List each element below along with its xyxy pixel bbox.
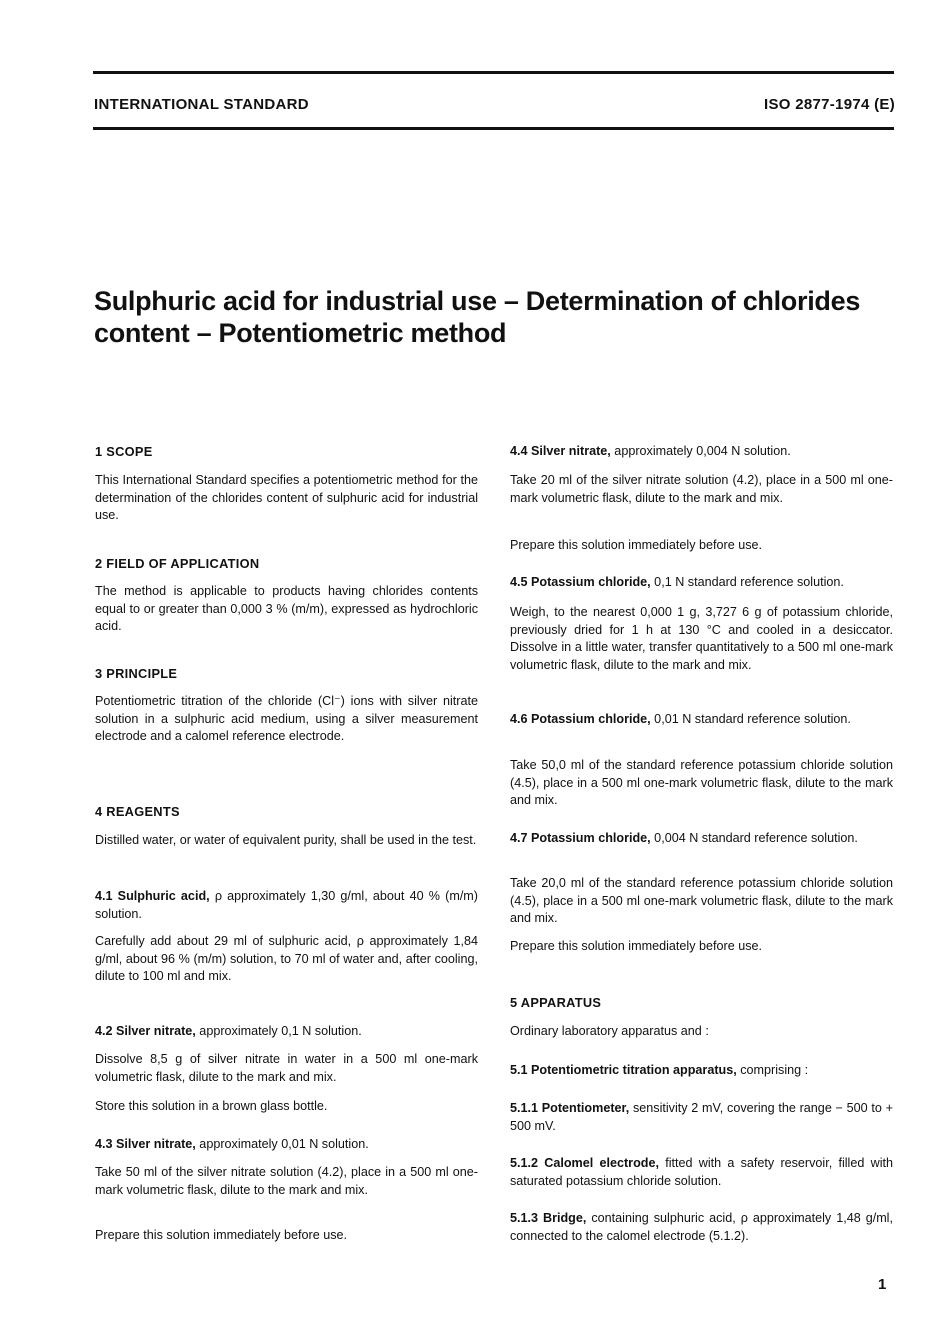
top-rule [93, 71, 894, 74]
reagent-4-3-text-2: Prepare this solution immediately before use. [95, 1228, 348, 1242]
section-4-text: Distilled water, or water of equivalent purity, shall be used in the test. [95, 833, 477, 847]
section-1-text: This International Standard specifies a potentiometric method for the determination of the chlorides content of sulphuric acid for industrial use. [95, 473, 478, 522]
reagent-4-7-title: 4.7 Potassium chloride, [510, 831, 651, 845]
apparatus-5-1-2 [510, 1155, 893, 1190]
apparatus-5-1-rest: comprising : [736, 1063, 809, 1077]
reagent-4-1-heading [95, 888, 478, 923]
reagent-4-7-heading [510, 830, 893, 848]
reagent-4-2-title: 4.2 Silver nitrate, [95, 1024, 196, 1038]
reagent-4-6-heading [510, 711, 893, 729]
title-line-2: content – Potentiometric method [94, 318, 507, 348]
reagent-4-3-rest: approximately 0,01 N solution. [195, 1137, 369, 1151]
reagent-4-3-text-1: Take 50 ml of the silver nitrate solution (4.2), place in a 500 ml one-mark volumetric flask, dilute to the mark and mix. [95, 1165, 478, 1197]
section-3-heading: 3 PRINCIPLE [95, 666, 178, 681]
reagent-4-5-text: Weigh, to the nearest 0,000 1 g, 3,727 6 g of potassium chloride, previously dried for 1 h at 130 °C and cooled in a desiccator. Dissolve in a little water, transfer quantitatively to a 500 ml one-mark volumetric flask, dilute to the mark and mix. [510, 605, 893, 672]
reagent-4-7-rest: 0,004 N standard reference solution. [650, 831, 858, 845]
section-3-text: Potentiometric titration of the chloride (Cl⁻) ions with silver nitrate solution in a sulphuric acid medium, using a silver measurement electrode and a calomel reference electrode. [95, 694, 478, 743]
apparatus-5-1-3 [510, 1210, 893, 1245]
reagent-4-7-text-2: Prepare this solution immediately before use. [510, 939, 763, 953]
reagent-4-2-heading [95, 1023, 478, 1041]
reagent-4-6-title: 4.6 Potassium chloride, [510, 712, 651, 726]
apparatus-5-1-1-title: 5.1.1 Potentiometer, [510, 1101, 630, 1115]
reagent-4-1-title: 4.1 Sulphuric acid, [95, 889, 210, 903]
header-rule [93, 127, 894, 130]
reagent-4-2-rest: approximately 0,1 N solution. [195, 1024, 362, 1038]
reagent-4-4-rest: approximately 0,004 N solution. [610, 444, 791, 458]
reagent-4-6-text: Take 50,0 ml of the standard reference potassium chloride solution (4.5), place in a 500 ml one-mark volumetric flask, dilute to the mark and mix. [510, 758, 893, 807]
section-4-heading: 4 REAGENTS [95, 804, 180, 819]
section-2-text: The method is applicable to products having chlorides contents equal to or greater than 0,000 3 % (m/m), expressed as hydrochloric acid. [95, 584, 478, 633]
reagent-4-1-text: Carefully add about 29 ml of sulphuric acid, ρ approximately 1,84 g/ml, about 96 % (m/m) solution, to 70 ml of water and, after cooling, dilute to 100 ml and mix. [95, 934, 478, 983]
reagent-4-7-text-1: Take 20,0 ml of the standard reference potassium chloride solution (4.5), place in a 500 ml one-mark volumetric flask, dilute to the mark and mix. [510, 876, 893, 925]
reagent-4-6-rest: 0,01 N standard reference solution. [650, 712, 851, 726]
apparatus-5-1-2-title: 5.1.2 Calomel electrode, [510, 1156, 659, 1170]
reagent-4-5-title: 4.5 Potassium chloride, [510, 575, 651, 589]
apparatus-5-1-3-title: 5.1.3 Bridge, [510, 1211, 587, 1225]
reagent-4-3-heading [95, 1136, 478, 1154]
reagent-4-1-rest: ρ approximately 1,30 g/ml, about 40 % (m/m) solution. [95, 889, 478, 921]
reagent-4-2-text-2: Store this solution in a brown glass bottle. [95, 1099, 328, 1113]
header-right: ISO 2877-1974 (E) [763, 96, 895, 113]
reagent-4-5-rest: 0,1 N standard reference solution. [650, 575, 844, 589]
section-2-heading: 2 FIELD OF APPLICATION [95, 556, 260, 571]
reagent-4-5-heading [510, 574, 893, 592]
apparatus-5-1-2-rest: fitted with a safety reservoir, filled with saturated potassium chloride solution. [510, 1156, 893, 1188]
title-line-1: Sulphuric acid for industrial use – Determination of chlorides [94, 286, 861, 316]
reagent-4-2-text-1: Dissolve 8,5 g of silver nitrate in water in a 500 ml one-mark volumetric flask, dilute to the mark and mix. [95, 1052, 478, 1084]
reagent-4-4-heading [510, 443, 893, 461]
document-title [94, 285, 904, 349]
page-number: 1 [878, 1276, 887, 1293]
section-5-heading: 5 APPARATUS [510, 995, 602, 1010]
apparatus-5-1-3-rest: containing sulphuric acid, ρ approximately 1,48 g/ml, connected to the calomel electrode (5.1.2). [510, 1211, 893, 1243]
apparatus-5-1-1-rest: sensitivity 2 mV, covering the range − 500 to + 500 mV. [510, 1101, 894, 1133]
apparatus-5-1-title: 5.1 Potentiometric titration apparatus, [510, 1063, 737, 1077]
reagent-4-3-title: 4.3 Silver nitrate, [95, 1137, 196, 1151]
reagent-4-4-title: 4.4 Silver nitrate, [510, 444, 611, 458]
section-5-text: Ordinary laboratory apparatus and : [510, 1024, 709, 1038]
header-left: INTERNATIONAL STANDARD [94, 96, 309, 113]
reagent-4-4-text-2: Prepare this solution immediately before use. [510, 538, 763, 552]
reagent-4-4-text-1: Take 20 ml of the silver nitrate solution (4.2), place in a 500 ml one-mark volumetric flask, dilute to the mark and mix. [510, 473, 893, 505]
apparatus-5-1-heading [510, 1062, 893, 1080]
section-1-heading: 1 SCOPE [95, 444, 153, 459]
apparatus-5-1-1 [510, 1100, 893, 1135]
